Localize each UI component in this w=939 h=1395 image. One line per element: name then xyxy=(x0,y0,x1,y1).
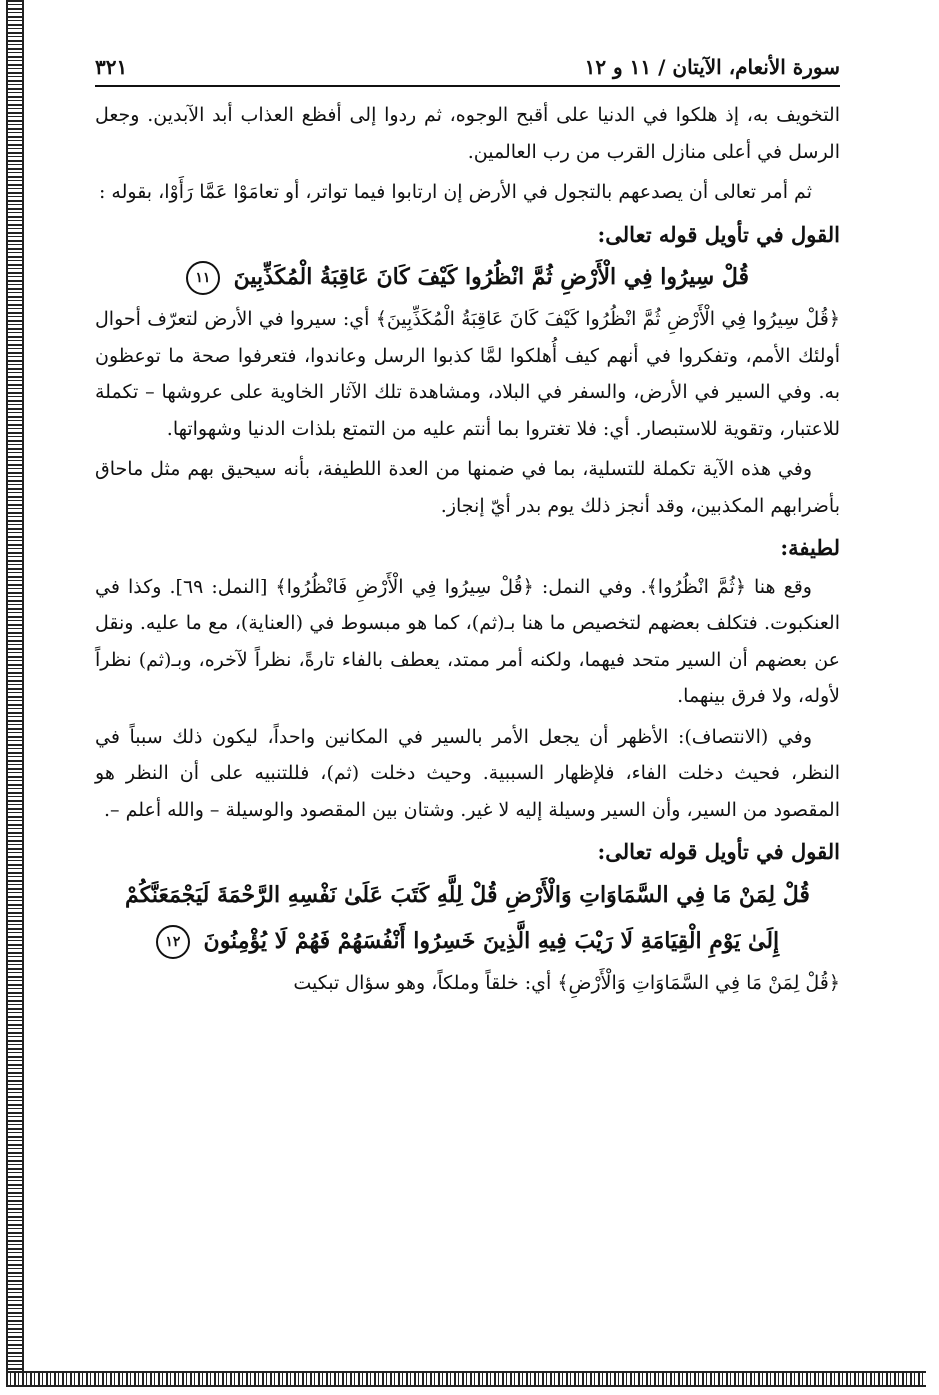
page-header xyxy=(95,55,840,87)
paragraph-5: وقع هنا ﴿ثُمَّ انْظُرُوا﴾. وفي النمل: ﴿قُلْ سِيرُوا فِي الْأَرْضِ فَانْظُرُوا﴾ [النمل: ٦٩]. وكذا في العنكبوت. فتكلف بعضهم لتخصيص ما هنا بـ(ثم)، كما هو مبسوط في (العناية)، مع ما عليه. ونقل عن بعضهم أن السير متحد فيهما، ولكنه أمر ممتد، يعطف بالفاء تارةً، نظراً لآخره، وبـ(ثم) نظراً لأوله، ولا فرق بينهما. xyxy=(95,575,840,707)
verse-11-text: قُلْ سِيرُوا فِي الْأَرْضِ ثُمَّ انْظُرُوا كَيْفَ كَانَ عَاقِبَةُ الْمُكَذِّبِينَ xyxy=(233,264,750,290)
verse-number-12: ١٢ xyxy=(156,925,190,959)
verse-number-11: ١١ xyxy=(186,261,220,295)
paragraph-6: وفي (الانتصاف): الأظهر أن يجعل الأمر بالسير في المكانين واحداً، ليكون ذلك سبباً في النظر، فحيث دخلت الفاء، فلإظهار السببية. وحيث دخلت (ثم)، فللتنبيه على أن النظر هو المقصود من السير، وأن السير وسيلة إليه لا غير. وشتان بين المقصود والوسيلة – والله أعلم –. xyxy=(95,725,840,821)
paragraph-4: وفي هذه الآية تكملة للتسلية، بما في ضمنها من العدة اللطيفة، بأنه سيحيق بهم مثل ماحاق بأضرابهم المكذبين، وقد أنجز ذلك يوم بدر أيّ إنجاز. xyxy=(95,458,840,517)
decorative-border-bottom xyxy=(6,1371,926,1387)
paragraph-7: ﴿قُلْ لِمَنْ مَا فِي السَّمَاوَاتِ وَالْأَرْضِ﴾ أي: خلقاً وملكاً، وهو سؤال تبكيت xyxy=(293,971,840,994)
heading-tafsir-1: القول في تأويل قوله تعالى: xyxy=(597,221,840,247)
heading-tafsir-2: القول في تأويل قوله تعالى: xyxy=(597,839,840,864)
verse-11 xyxy=(95,255,840,299)
paragraph-3: ﴿قُلْ سِيرُوا فِي الْأَرْضِ ثُمَّ انْظُرُوا كَيْفَ كَانَ عَاقِبَةُ الْمُكَذِّبِينَ﴾ أي: سيروا في الأرض لتعرّف أحوال أولئك الأمم، وتفكروا في أنهم كيف أُهلكوا لمَّا كذبوا الرسل وعاندوا، فتعرفوا صحة ما توعظون به. وفي السير في الأرض، والسفر في البلاد، ومشاهدة تلك الآثار الخاوية على عروشها – تكملة للاعتبار، وتقوية للاستبصار. أي: فلا تغتروا بما أنتم عليه من التمتع بلذات الدنيا وشهواتها. xyxy=(95,308,840,440)
surah-title: سورة الأنعام، الآيتان / ١١ و ١٢ xyxy=(584,55,840,79)
page xyxy=(95,55,840,1005)
page-content xyxy=(95,97,840,1001)
paragraph-2: ثم أمر تعالى أن يصدعهم بالتجول في الأرض إن ارتابوا فيما تواتر، أو تعامَوْا عَمَّا رَأَوْا، بقوله : xyxy=(98,181,812,203)
heading-latifa: لطيفة: xyxy=(780,535,840,560)
verse-12-text: إِلَىٰ يَوْمِ الْقِيَامَةِ لَا رَيْبَ فِيهِ الَّذِينَ خَسِرُوا أَنْفُسَهُمْ فَهُمْ لَا يُؤْمِنُونَ xyxy=(203,927,780,954)
decorative-border-left xyxy=(6,0,24,1375)
verse-12-line-1: قُلْ لِمَنْ مَا فِي السَّمَاوَاتِ وَالْأَرْضِ قُلْ لِلَّهِ كَتَبَ عَلَىٰ نَفْسِهِ الرَّحْمَةَ لَيَجْمَعَنَّكُمْ xyxy=(125,881,810,908)
page-number: ٣٢١ xyxy=(95,55,128,79)
verse-12-line-2 xyxy=(95,919,840,963)
paragraph-1: التخويف به، إذ هلكوا في الدنيا على أقبح الوجوه، ثم ردوا إلى أفظع العذاب أبد الآبدين. وجعل الرسل في أعلى منازل القرب من رب العالمين. xyxy=(95,104,840,163)
